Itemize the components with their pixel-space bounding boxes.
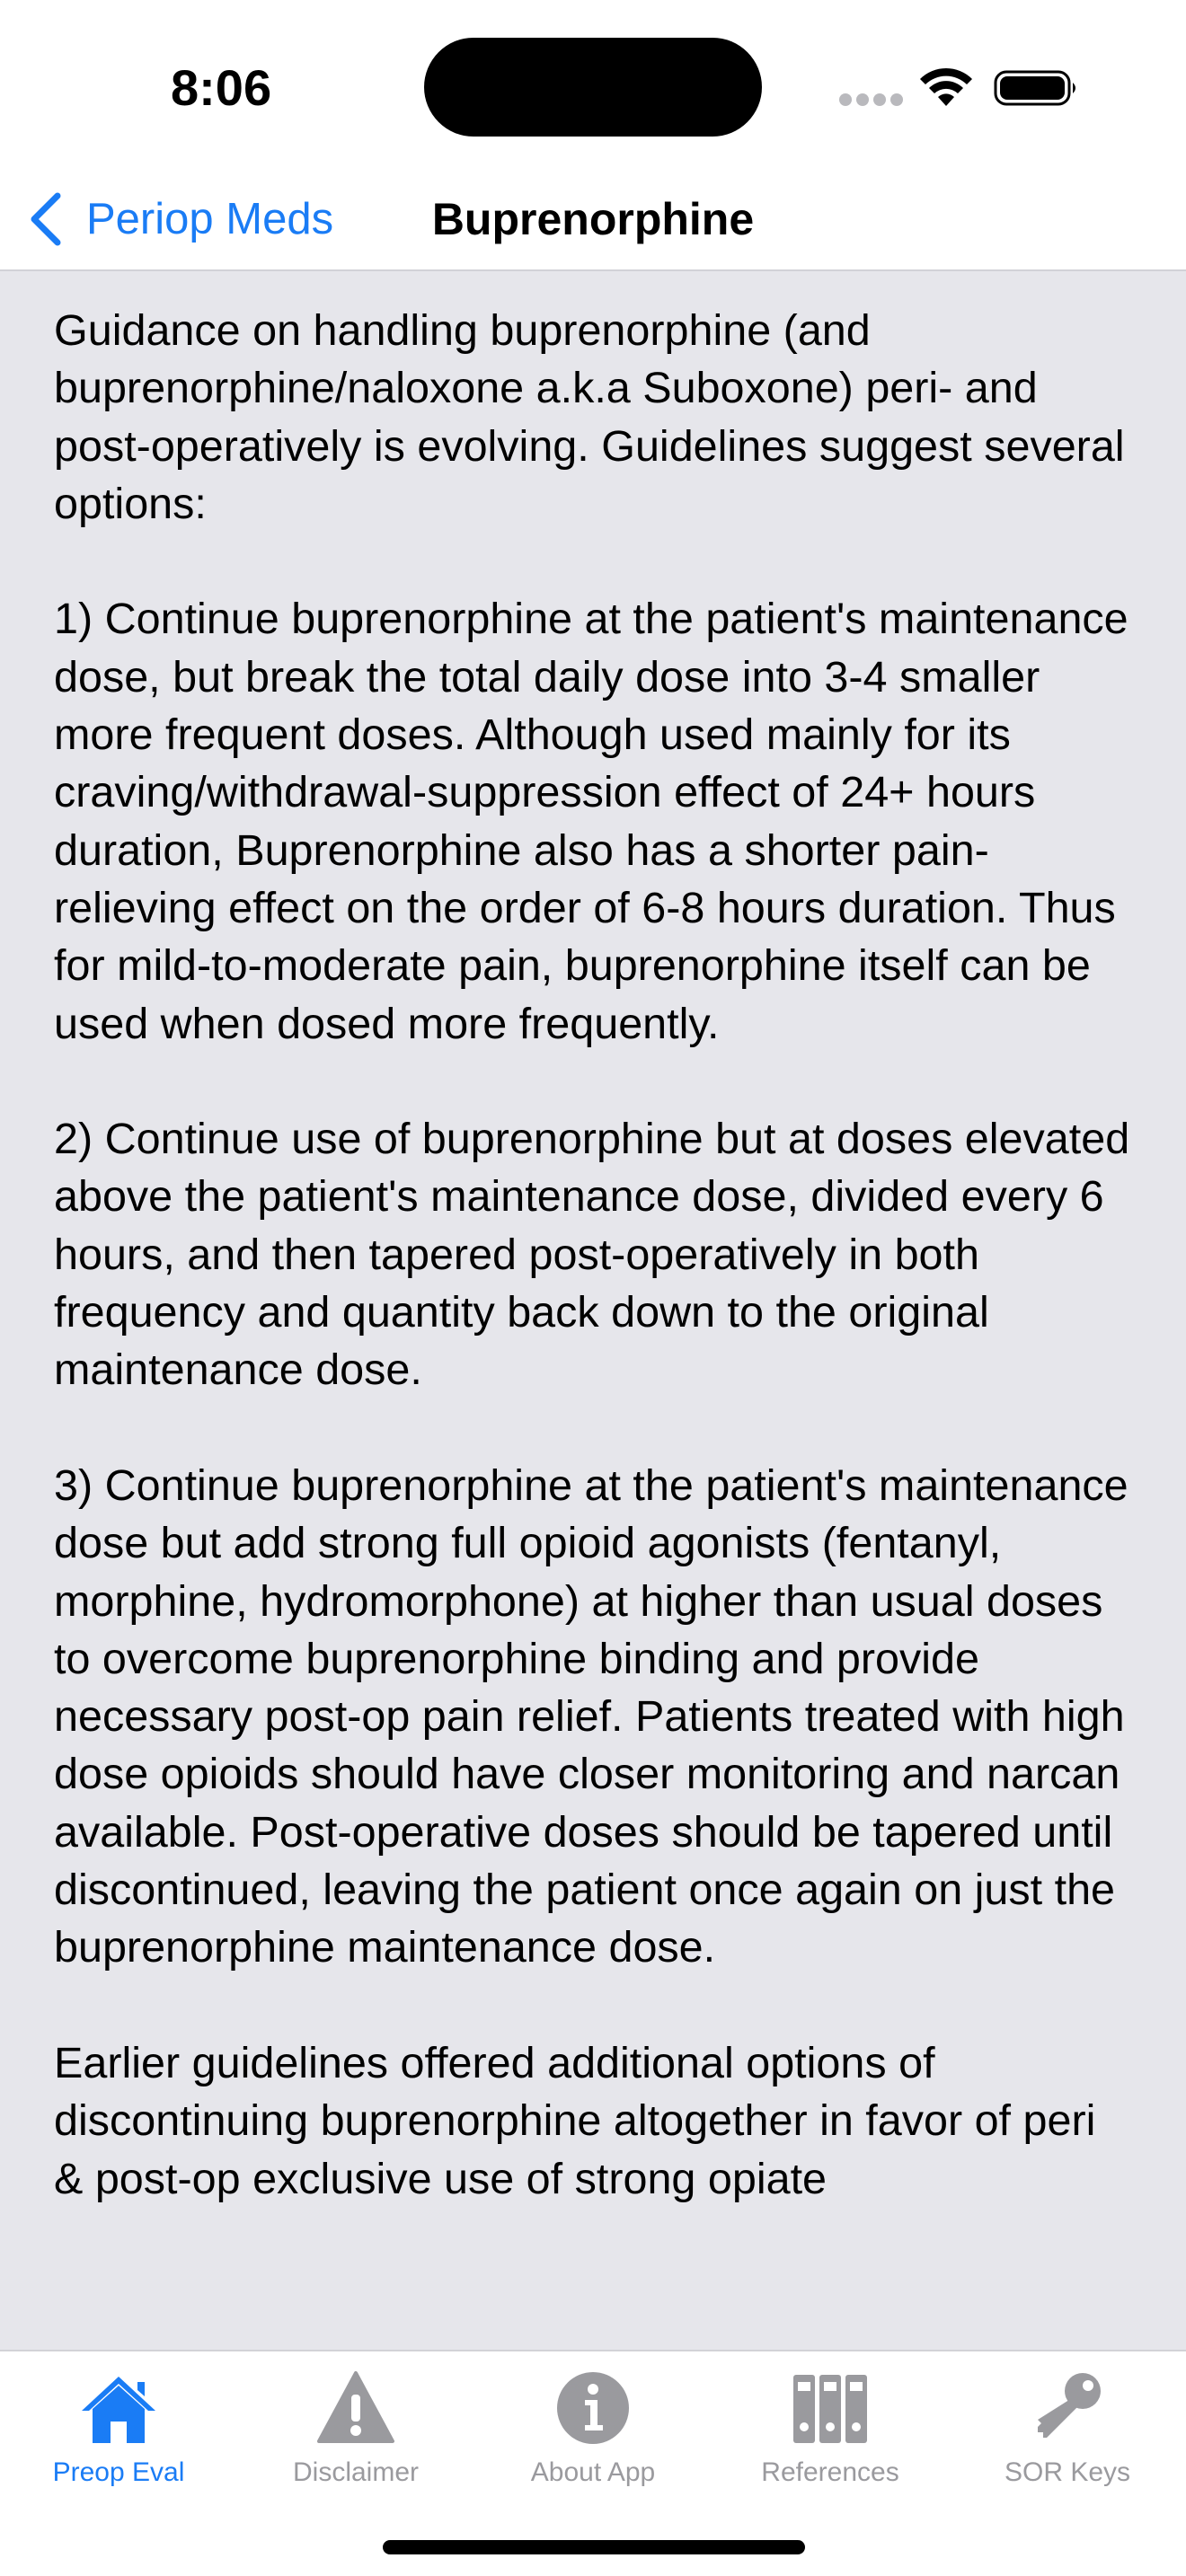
status-time: 8:06 [171,59,272,116]
dynamic-island [424,38,762,137]
paragraph-option-2: 2) Continue use of buprenorphine but at doses elevated above the patient's maintenance dose, divided every 6 hours, and then tapered post-operatively in both frequency and quantity back down to the original maintenance dose. [54,1115,1130,1395]
page-title: Buprenorphine [431,194,755,244]
status-bar [0,0,1186,167]
tab-about-app[interactable] [474,2369,712,2504]
key-icon [1027,2369,1108,2447]
tab-disclaimer[interactable] [237,2369,474,2504]
tab-label: Preop Eval [52,2457,185,2487]
tab-label: SOR Keys [1004,2457,1131,2487]
battery-icon [994,68,1080,108]
house-icon [78,2369,159,2447]
wifi-icon [918,65,974,110]
tab-references[interactable] [712,2369,949,2504]
tab-label: About App [530,2457,656,2487]
binders-icon [790,2369,871,2447]
back-button[interactable] [27,181,368,257]
tab-preop-eval[interactable] [0,2369,237,2504]
info-circle-icon [553,2369,633,2447]
chevron-left-icon [27,190,66,248]
guidance-text [54,302,1132,2265]
paragraph-option-3: 3) Continue buprenorphine at the patient's maintenance dose but add strong full opioid agonists (fentanyl, morphine, hydromorphone) at higher than usual doses to overcome buprenorphine binding and provide necessary post-op pain relief. Patients treated with high dose opioids should have closer monitoring and narcan available. Post-operative doses should be tapered until discontinued, leaving the patient once again on just the buprenorphine maintenance dose. [54,1460,1128,1972]
paragraph-intro: Guidance on handling buprenorphine (and buprenorphine/naloxone a.k.a Suboxone) peri- and post-operatively is evolving. Guidelines suggest several options: [54,306,1125,528]
cellular-signal-icon [839,93,904,106]
navigation-bar [0,167,1186,271]
tab-label: References [761,2457,899,2487]
tab-sor-keys[interactable] [949,2369,1186,2504]
warning-triangle-icon [315,2369,396,2447]
tab-bar [0,2350,1186,2576]
content-scroll-area[interactable] [0,271,1186,2350]
paragraph-earlier-guidelines: Earlier guidelines offered additional options of discontinuing buprenorphine altogether in favor of peri & post-op exclusive use of strong opiate [54,2038,1096,2203]
back-button-label: Periop Meds [86,195,334,243]
tab-label: Disclaimer [292,2457,419,2487]
home-indicator[interactable] [383,2540,805,2554]
paragraph-option-1: 1) Continue buprenorphine at the patient's maintenance dose, but break the total daily dose into 3-4 smaller more frequent doses. Although used mainly for its craving/withdrawal-suppression effect of 24+ hours duration, Buprenorphine also has a shorter pain-relieving effect on the order of 6-8 hours duration. Thus for mild-to-moderate pain, buprenorphine itself can be used when dosed more frequently. [54,595,1128,1048]
